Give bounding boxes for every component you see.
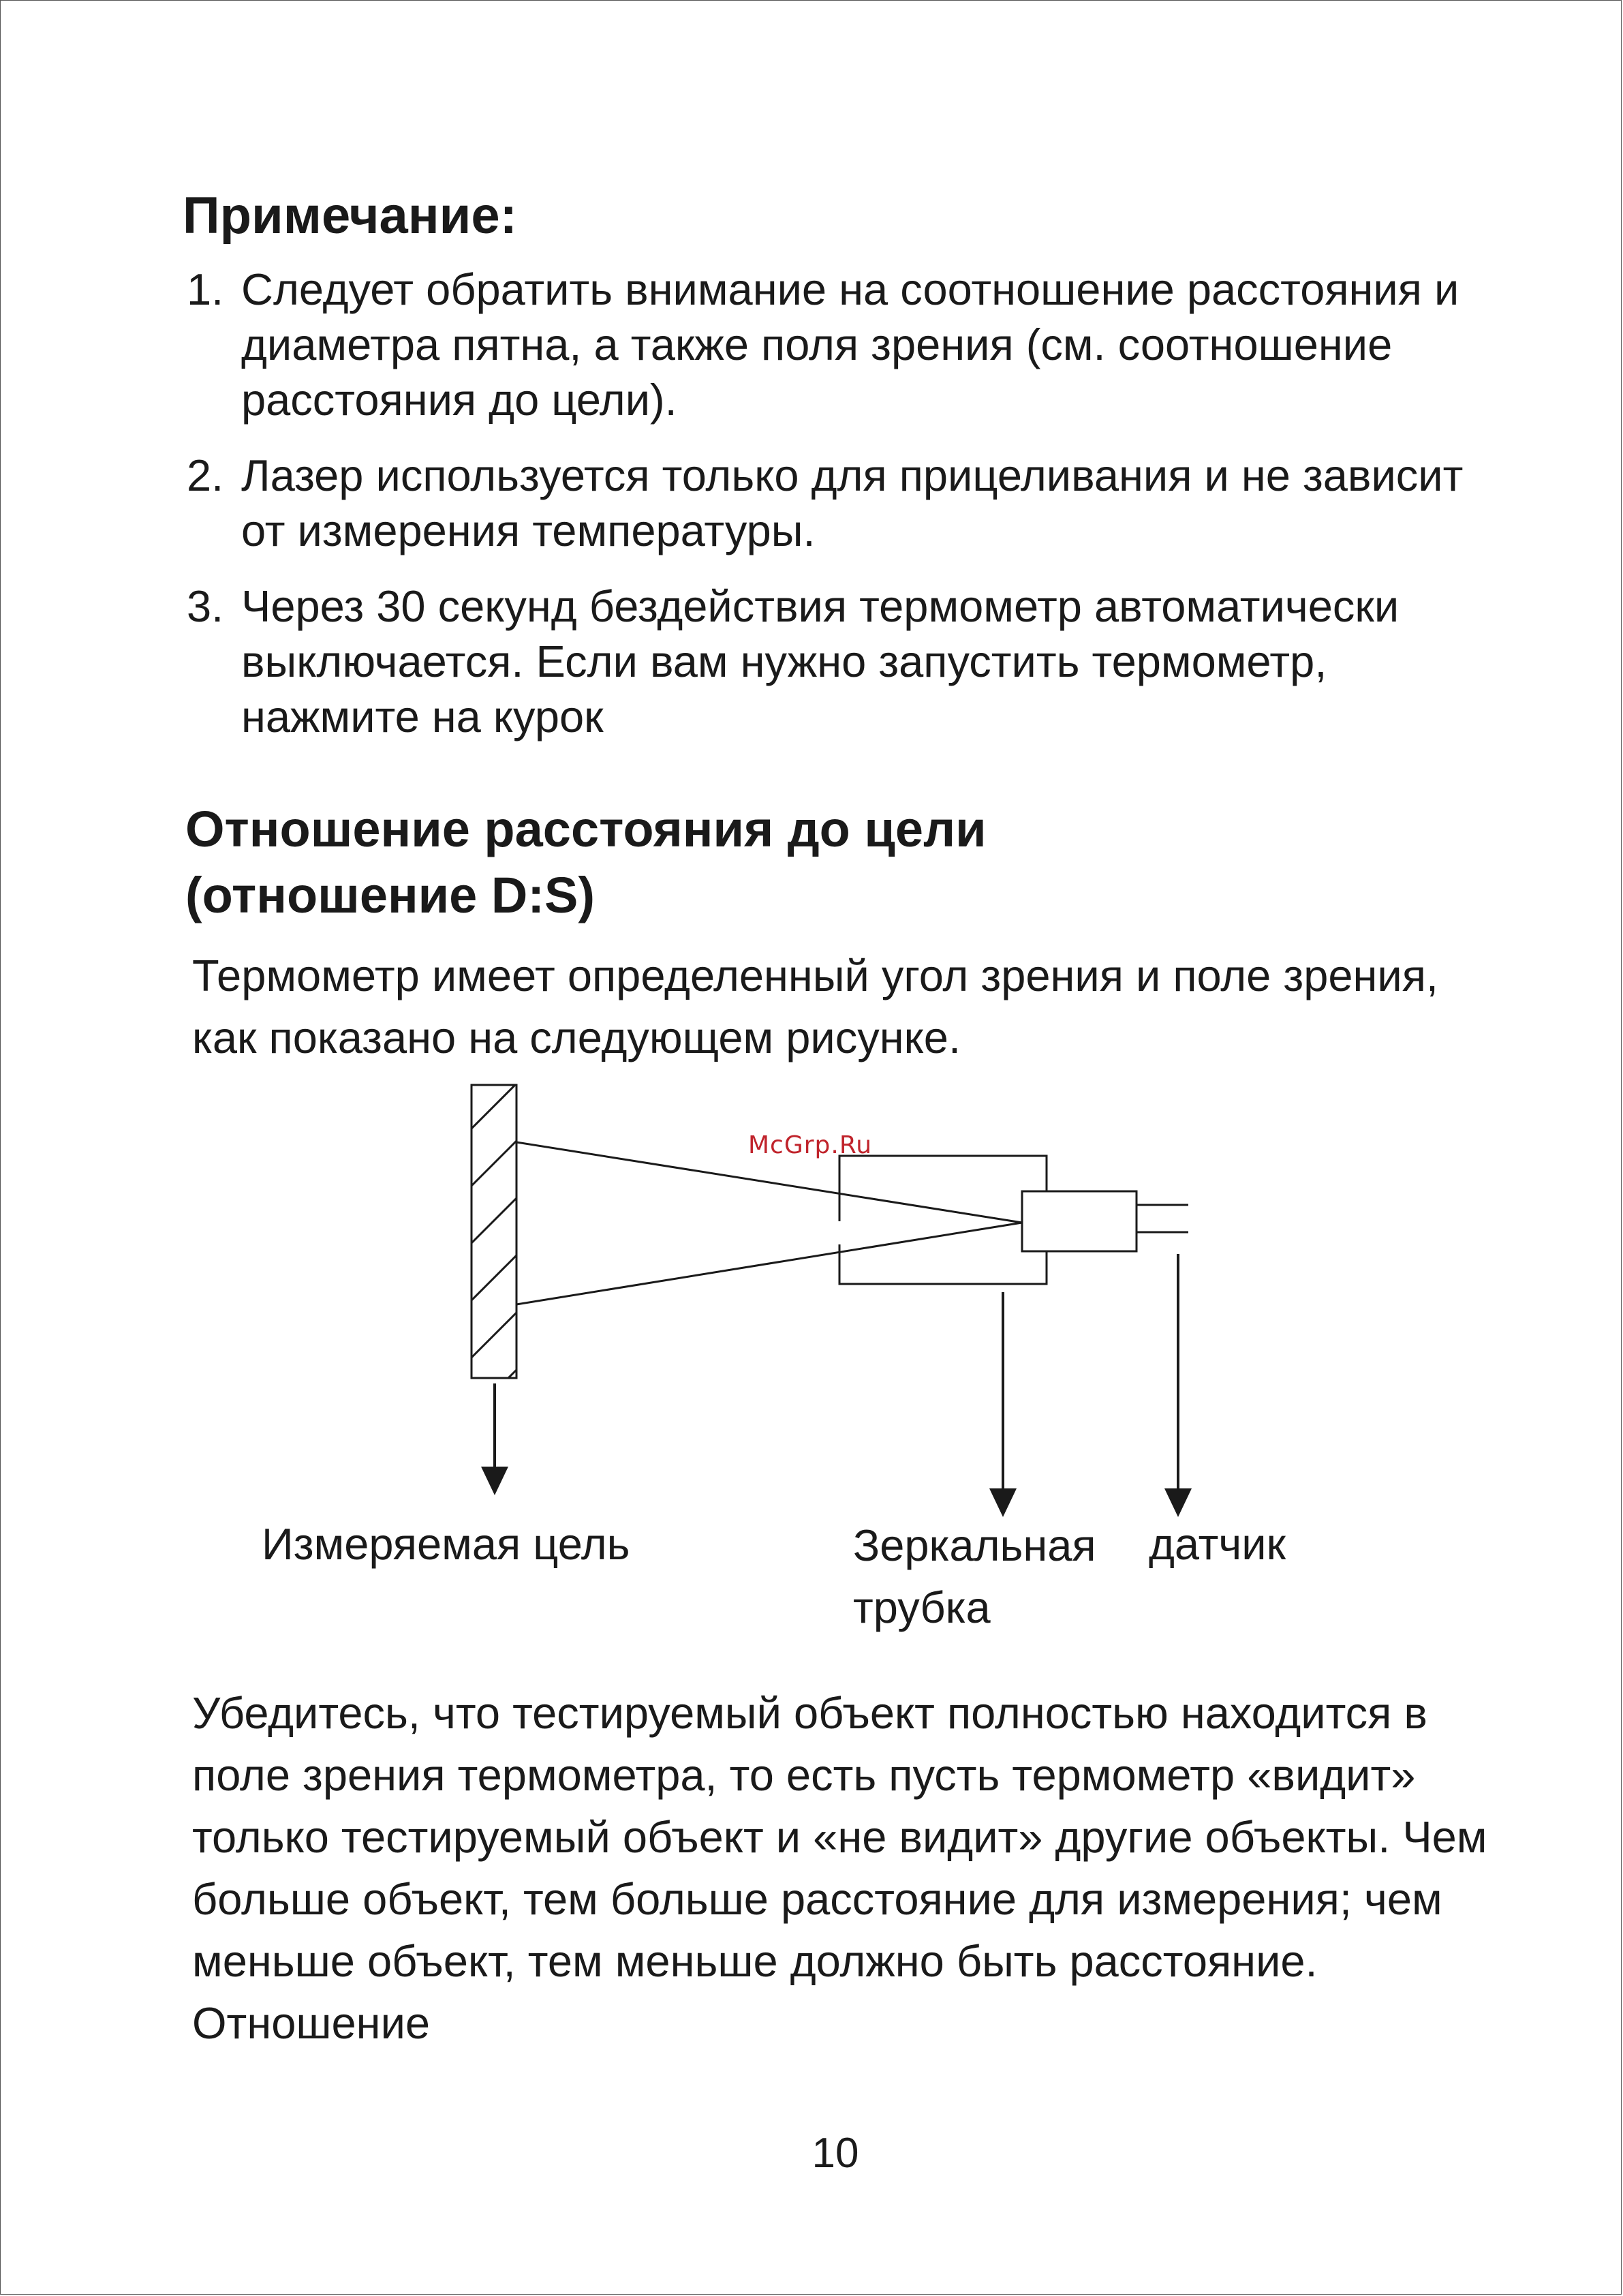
- label-measured-target: Измеряемая цель: [262, 1519, 630, 1569]
- page-number: 10: [812, 2130, 859, 2177]
- note-item-2: [184, 448, 1479, 558]
- note-list: [184, 262, 1479, 765]
- note-item-3: [184, 579, 1479, 744]
- label-sensor: датчик: [1149, 1519, 1286, 1569]
- note-item-number: 3.: [187, 581, 224, 631]
- note-item-text: Следует обратить внимание на соотношение расстояния и диаметра пятна, а также поля зрения (см. соотношение расстояния до цели).: [241, 264, 1459, 425]
- intro-paragraph: Термометр имеет определенный угол зрения и поле зрения, как показано на следующем рисунке.: [192, 951, 1438, 1062]
- body-paragraph: Убедитесь, что тестируемый объект полностью находится в поле зрения термометра, то есть пусть термометр «видит» только тестируемый объект и «не видит» другие объекты. Чем больше объект, тем больше расстояние для измерения; чем меньше объект, тем меньше должно быть расстояние. Отношение: [192, 1688, 1487, 2048]
- section-heading: Отношение расстояния до цели (отношение D:S): [185, 801, 987, 923]
- note-item-number: 1.: [187, 264, 224, 314]
- note-heading: Примечание:: [183, 187, 517, 245]
- label-mirror-tube: Зеркальная трубка: [853, 1520, 1096, 1632]
- note-item-1: [184, 262, 1479, 427]
- note-item-text: Лазер используется только для прицеливания и не зависит от измерения температуры.: [241, 450, 1464, 555]
- note-item-number: 2.: [187, 450, 224, 500]
- watermark: McGrp.Ru: [748, 1131, 873, 1159]
- note-item-text: Через 30 секунд бездействия термометр автоматически выключается. Если вам нужно запустить термометр, нажмите на курок: [241, 581, 1400, 741]
